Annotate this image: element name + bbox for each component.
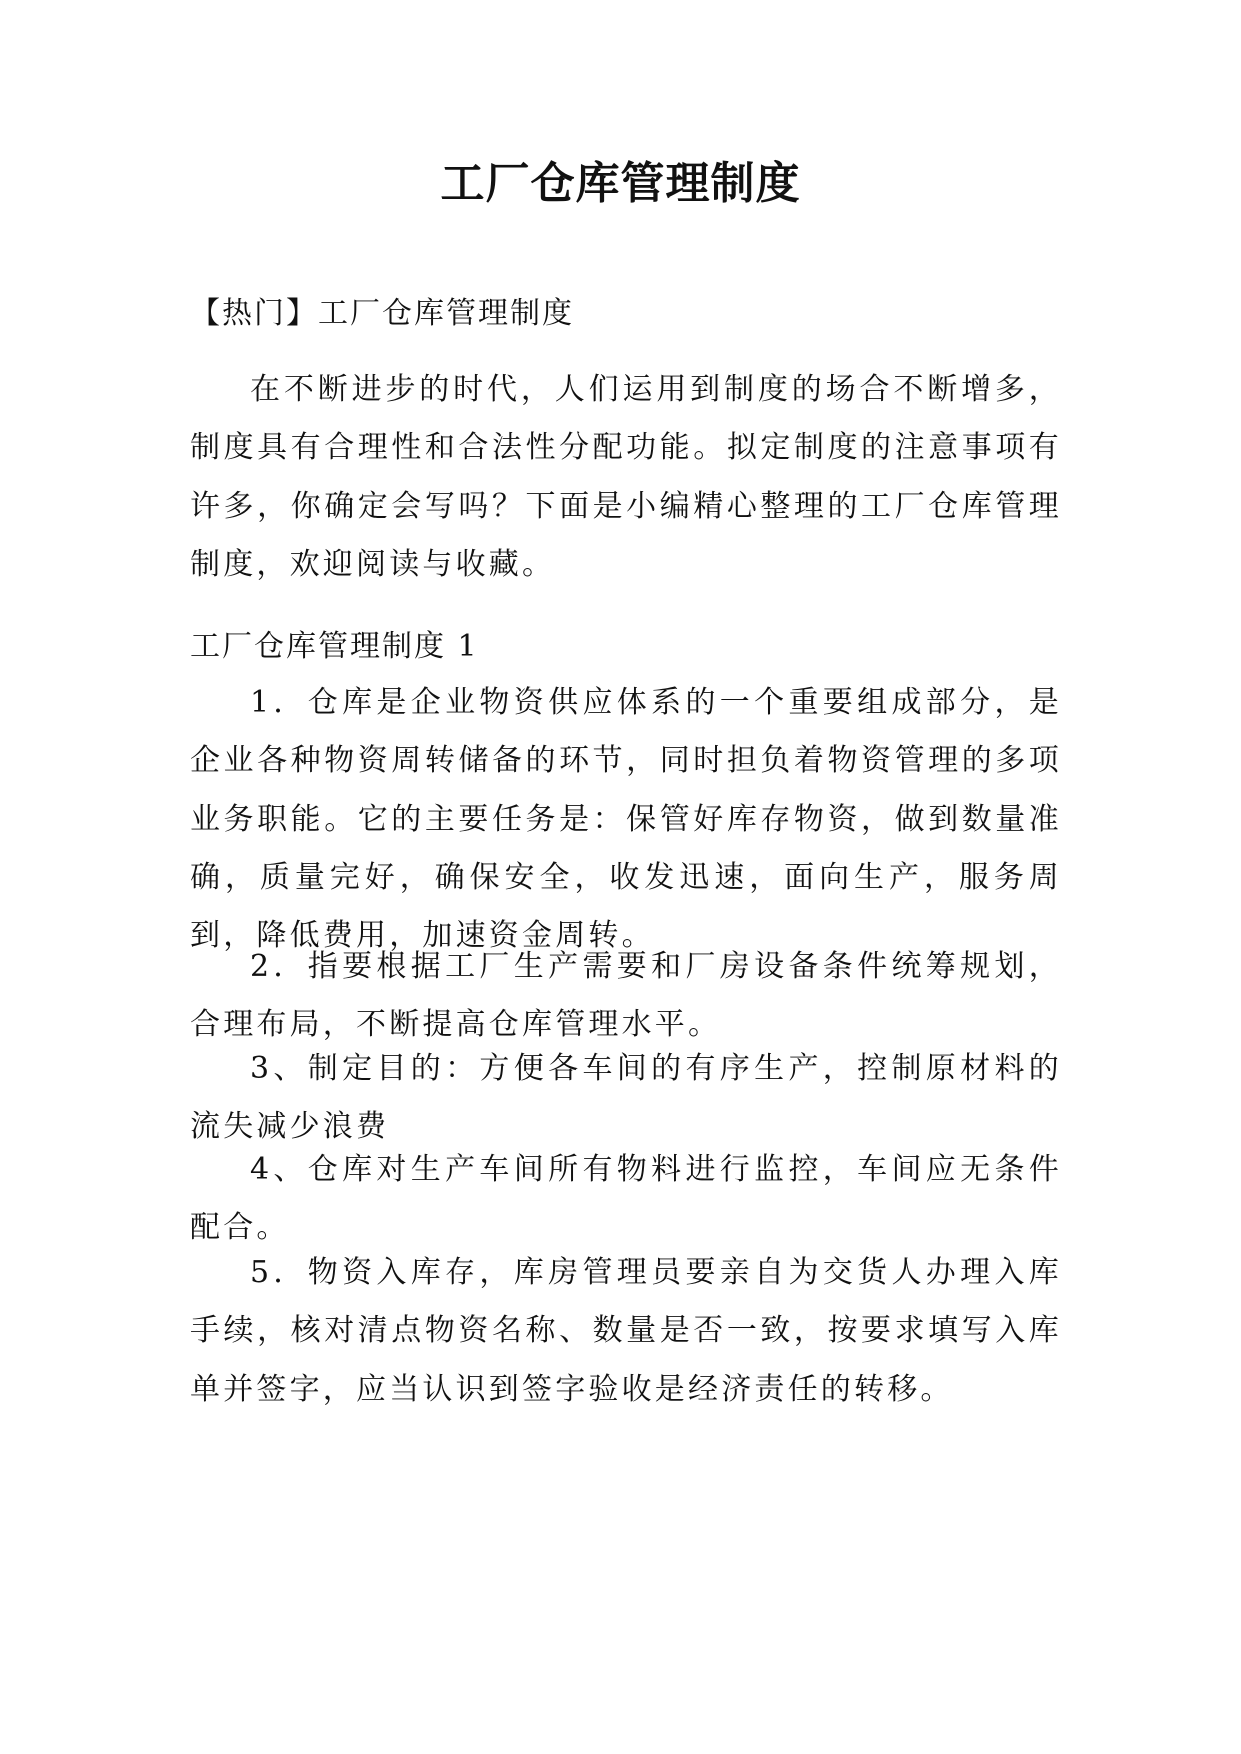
list-item: 4、仓库对生产车间所有物料进行监控，车间应无条件配合。 <box>190 1152 1062 1246</box>
list-item: 3、制定目的：方便各车间的有序生产，控制原材料的流失减少浪费 <box>190 1051 1062 1145</box>
list-item: 5．物资入库存，库房管理员要亲自为交货人办理入库手续，核对清点物资名称、数量是否一致，按要求填写入库单并签字，应当认识到签字验收是经济责任的转移。 <box>190 1255 1062 1407</box>
list-item: 2．指要根据工厂生产需要和厂房设备条件统筹规划，合理布局，不断提高仓库管理水平。 <box>190 949 1062 1043</box>
intro-paragraph: 在不断进步的时代，人们运用到制度的场合不断增多，制度具有合理性和合法性分配功能。拟定制度的注意事项有许多，你确定会写吗？下面是小编精心整理的工厂仓库管理制度，欢迎阅读与收藏。 <box>190 372 1062 582</box>
document-title: 工厂仓库管理制度 <box>440 158 801 209</box>
section-heading: 工厂仓库管理制度 1 <box>190 629 479 664</box>
document-subtitle: 【热门】工厂仓库管理制度 <box>190 296 574 331</box>
list-item: 1．仓库是企业物资供应体系的一个重要组成部分，是企业各种物资周转储备的环节，同时担负着物资管理的多项业务职能。它的主要任务是：保管好库存物资，做到数量准确，质量完好，确保安全，收发迅速，面向生产，服务周到，降低费用，加速资金周转。 <box>190 685 1062 954</box>
